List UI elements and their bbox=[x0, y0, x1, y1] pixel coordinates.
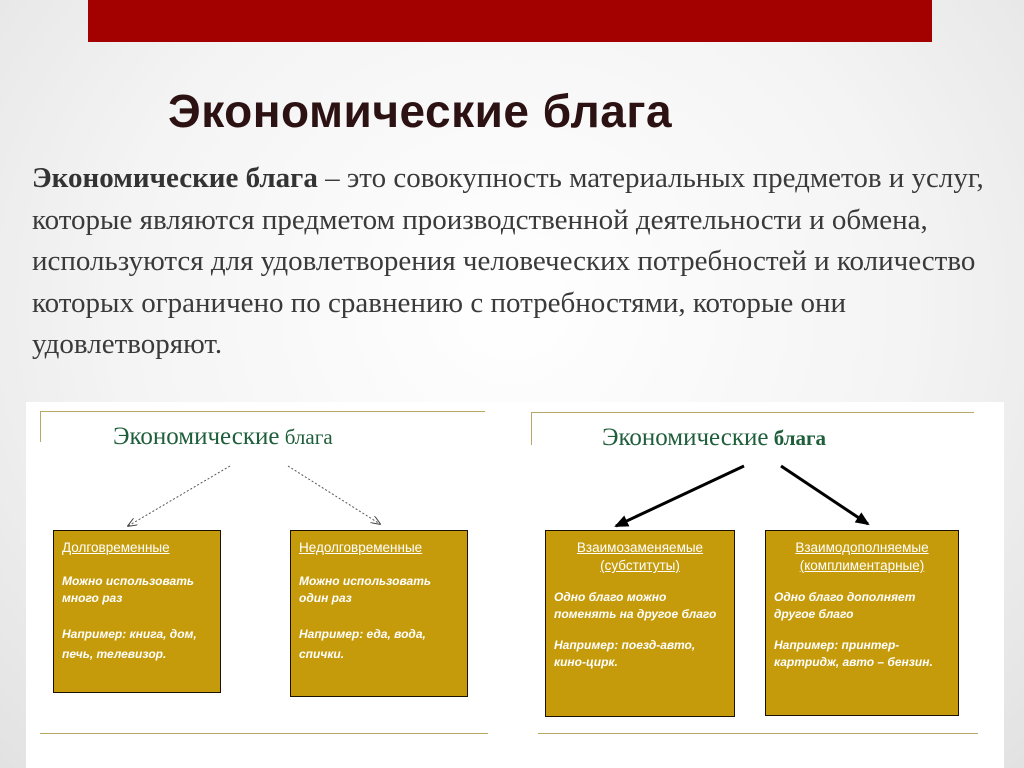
slide-title: Экономические блага bbox=[168, 85, 673, 137]
definition-text bbox=[32, 158, 1007, 366]
box-nondurable-example: Например: еда, вода, спички. bbox=[299, 627, 426, 661]
box-complements-desc: Одно благо дополняет другое благо bbox=[774, 590, 916, 621]
box-complements-subheading: (комплиментарные) bbox=[799, 558, 925, 573]
box-substitutes-desc: Одно благо можно поменять на другое благо bbox=[554, 590, 717, 621]
definition-body: – это совокупность материальных предметов и услуг, которые являются предметом производственной деятельности и обмена, используются для удовлетворения человеческих потребностей и количество которых ограничено по сравнению с потребностями, которые они удовлетворяют. bbox=[32, 162, 984, 360]
definition-term: Экономические блага bbox=[32, 162, 318, 194]
box-substitutes-heading: Взаимозаменяемые bbox=[576, 540, 704, 555]
box-complements-example: Например: принтер-картридж, авто – бензин. bbox=[774, 638, 933, 669]
box-durable-example: Например: книга, дом, печь, телевизор. bbox=[62, 627, 197, 661]
box-complements bbox=[765, 530, 959, 716]
box-substitutes-subheading: (субституты) bbox=[600, 558, 680, 573]
top-accent-bar bbox=[88, 0, 932, 42]
left-scheme-baseline bbox=[40, 733, 488, 734]
box-nondurable-heading: Недолговременные bbox=[299, 540, 423, 555]
box-durable-desc: Можно использовать много раз bbox=[62, 574, 195, 605]
box-substitutes bbox=[545, 530, 735, 717]
box-durable-heading: Долговременные bbox=[62, 540, 170, 555]
box-nondurable-desc: Можно использовать один раз bbox=[299, 574, 432, 605]
right-scheme-title: Экономические блага bbox=[602, 424, 827, 451]
box-nondurable bbox=[290, 530, 468, 697]
box-substitutes-example: Например: поезд-авто, кино-цирк. bbox=[554, 638, 696, 669]
left-scheme-title: Экономические блага bbox=[113, 423, 333, 450]
right-scheme-baseline bbox=[538, 733, 978, 734]
box-complements-heading: Взаимодополняемые bbox=[795, 540, 929, 555]
box-durable bbox=[53, 530, 221, 693]
